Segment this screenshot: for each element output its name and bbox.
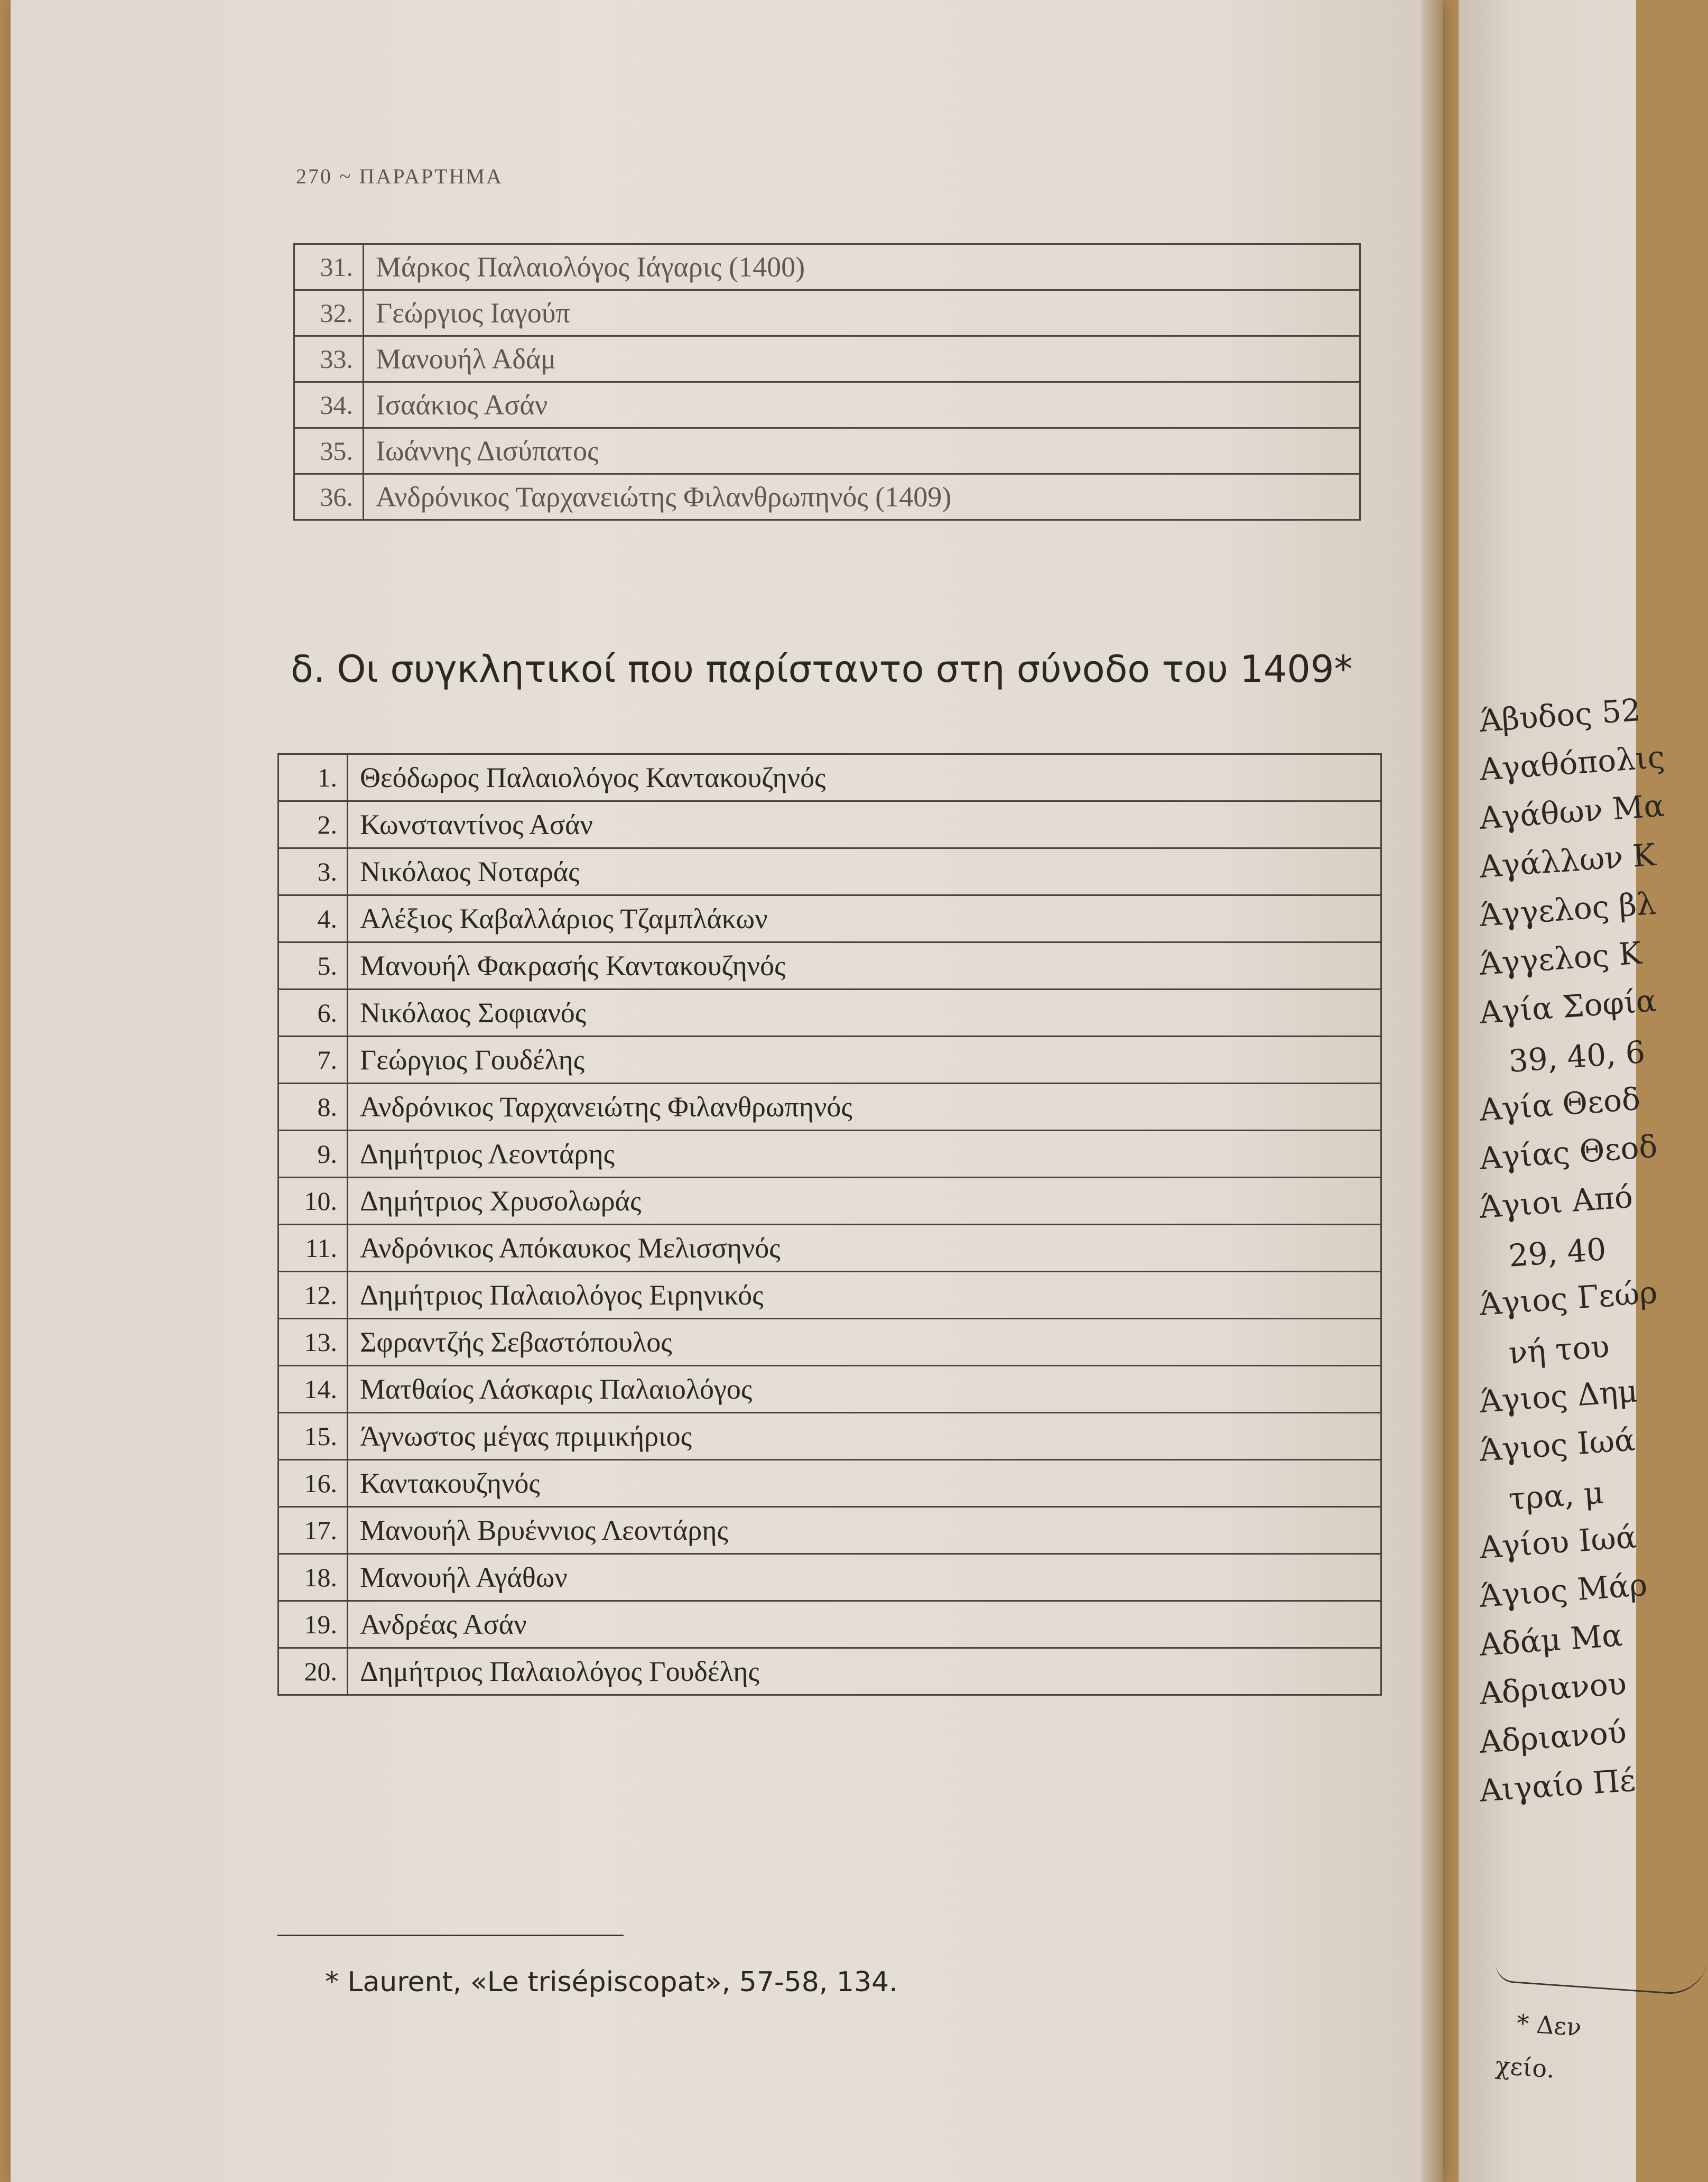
row-name: Άγνωστος μέγας πριμικήριος (348, 1413, 1381, 1460)
index-entry: 39, 40, 6 (1507, 1034, 1647, 1079)
row-name: Δημήτριος Παλαιολόγος Ειρηνικός (348, 1272, 1381, 1319)
book-spine-shadow (1422, 0, 1443, 2182)
table-row (279, 848, 1381, 895)
table-row (279, 1460, 1381, 1507)
row-number: 34. (294, 382, 364, 428)
table-row (279, 1554, 1381, 1601)
row-name: Ανδρόνικος Ταρχανειώτης Φιλανθρωπηνός (1409) (364, 474, 1360, 520)
row-number: 19. (279, 1601, 348, 1648)
row-number: 9. (279, 1131, 348, 1178)
row-number: 5. (279, 942, 348, 990)
table-row (279, 1084, 1381, 1131)
row-number: 7. (279, 1037, 348, 1084)
row-name: Μανουήλ Φακρασής Καντακουζηνός (348, 942, 1381, 990)
row-name: Ανδρόνικος Ταρχανειώτης Φιλανθρωπηνός (348, 1084, 1381, 1131)
index-footnote-rule (1494, 1943, 1708, 1996)
row-number: 15. (279, 1413, 348, 1460)
index-entry: Αδριανου (1478, 1665, 1628, 1712)
index-entry: νή του (1507, 1328, 1611, 1371)
row-number: 2. (279, 801, 348, 848)
table-row (294, 290, 1360, 336)
index-entry: Αγάλλων Κ (1478, 836, 1657, 885)
index-entry: 29, 40 (1507, 1231, 1608, 1274)
row-name: Νικόλαος Σοφιανός (348, 990, 1381, 1037)
row-number: 3. (279, 848, 348, 895)
table-row (294, 244, 1360, 290)
table-row (279, 1037, 1381, 1084)
index-entry: Άγιος Μάρ (1478, 1566, 1649, 1614)
index-entry: Άγιος Ιωά (1478, 1421, 1637, 1468)
footnote-rule (277, 1935, 624, 1936)
table-row (279, 801, 1381, 848)
row-name: Ισαάκιος Ασάν (364, 382, 1360, 428)
row-number: 33. (294, 336, 364, 382)
index-entry: Αδάμ Μα (1478, 1617, 1624, 1663)
index-entry: Άγιος Δημ (1478, 1373, 1639, 1420)
table-row (279, 1507, 1381, 1554)
row-name: Ματθαίος Λάσκαρις Παλαιολόγος (348, 1366, 1381, 1413)
index-entry: Αγάθων Μα (1478, 787, 1666, 836)
row-number: 12. (279, 1272, 348, 1319)
table-row (279, 1178, 1381, 1225)
index-entry: Άγιος Γεώρ (1478, 1274, 1659, 1323)
table-row (279, 895, 1381, 942)
row-name: Σφραντζής Σεβαστόπουλος (348, 1319, 1381, 1366)
row-name: Αλέξιος Καβαλλάριος Τζαμπλάκων (348, 895, 1381, 942)
row-name: Καντακουζηνός (348, 1460, 1381, 1507)
book-page-right (1459, 0, 1666, 2182)
row-name: Γεώργιος Γουδέλης (348, 1037, 1381, 1084)
row-number: 18. (279, 1554, 348, 1601)
senators-table (277, 753, 1382, 1696)
row-name: Κωνσταντίνος Ασάν (348, 801, 1381, 848)
table-row (294, 428, 1360, 474)
row-number: 4. (279, 895, 348, 942)
row-name: Ανδρέας Ασάν (348, 1601, 1381, 1648)
book-page-left (11, 0, 1437, 2182)
row-number: 10. (279, 1178, 348, 1225)
running-head: 270 ~ ΠΑΡΑΡΤΗΜΑ (296, 164, 503, 188)
table-row (279, 1225, 1381, 1272)
row-number: 8. (279, 1084, 348, 1131)
index-entry: Αγίας Θεοδ (1478, 1128, 1659, 1177)
table-row (279, 1648, 1381, 1695)
row-name: Μανουήλ Αγάθων (348, 1554, 1381, 1601)
row-number: 35. (294, 428, 364, 474)
table-row (279, 1131, 1381, 1178)
table-row (294, 336, 1360, 382)
row-name: Γεώργιος Ιαγούπ (364, 290, 1360, 336)
index-entry: Αγία Θεοδ (1478, 1080, 1641, 1128)
table-row (279, 990, 1381, 1037)
row-number: 36. (294, 474, 364, 520)
row-name: Δημήτριος Χρυσολωράς (348, 1178, 1381, 1225)
table-row (279, 1319, 1381, 1366)
index-entry: Άβυδος 52 (1478, 691, 1642, 739)
row-number: 14. (279, 1366, 348, 1413)
index-entry: Άγιοι Από (1478, 1178, 1634, 1225)
index-footnote-line: χείο. (1494, 2051, 1556, 2084)
row-name: Μανουήλ Βρυέννιος Λεοντάρης (348, 1507, 1381, 1554)
section-heading: δ. Οι συγκλητικοί που παρίσταντο στη σύνοδο του 1409* (291, 648, 1353, 691)
index-entry: Αδριανού (1478, 1714, 1628, 1760)
index-entry: Αγίου Ιωά (1478, 1519, 1638, 1566)
row-number: 13. (279, 1319, 348, 1366)
index-entry: Αγαθόπολις (1478, 738, 1666, 788)
row-name: Μανουήλ Αδάμ (364, 336, 1360, 382)
row-name: Θεόδωρος Παλαιολόγος Καντακουζηνός (348, 754, 1381, 801)
row-name: Δημήτριος Παλαιολόγος Γουδέλης (348, 1648, 1381, 1695)
row-name: Νικόλαος Νοταράς (348, 848, 1381, 895)
row-name: Ιωάννης Δισύπατος (364, 428, 1360, 474)
table-row (294, 382, 1360, 428)
index-entry: Άγγελος βλ (1478, 885, 1657, 933)
index-entry: τρα, μ (1507, 1474, 1605, 1517)
table-row (279, 1366, 1381, 1413)
table-row (279, 1272, 1381, 1319)
row-name: Ανδρόνικος Απόκαυκος Μελισσηνός (348, 1225, 1381, 1272)
table-row (294, 474, 1360, 520)
footnote: * Laurent, «Le trisépiscopat», 57-58, 134. (325, 1966, 898, 1998)
row-number: 11. (279, 1225, 348, 1272)
row-name: Δημήτριος Λεοντάρης (348, 1131, 1381, 1178)
row-number: 32. (294, 290, 364, 336)
row-number: 6. (279, 990, 348, 1037)
row-name: Μάρκος Παλαιολόγος Ιάγαρις (1400) (364, 244, 1360, 290)
row-number: 1. (279, 754, 348, 801)
row-number: 31. (294, 244, 364, 290)
index-entry: Άγγελος Κ (1478, 935, 1643, 982)
continued-list-table (293, 243, 1361, 521)
row-number: 17. (279, 1507, 348, 1554)
table-row (279, 942, 1381, 990)
table-row (279, 1601, 1381, 1648)
row-number: 20. (279, 1648, 348, 1695)
index-footnote-line: * Δεν (1516, 2009, 1583, 2042)
row-number: 16. (279, 1460, 348, 1507)
index-entry: Αιγαίο Πέ (1478, 1762, 1637, 1809)
index-entry: Αγία Σοφία (1478, 982, 1658, 1031)
table-row (279, 754, 1381, 801)
table-row (279, 1413, 1381, 1460)
